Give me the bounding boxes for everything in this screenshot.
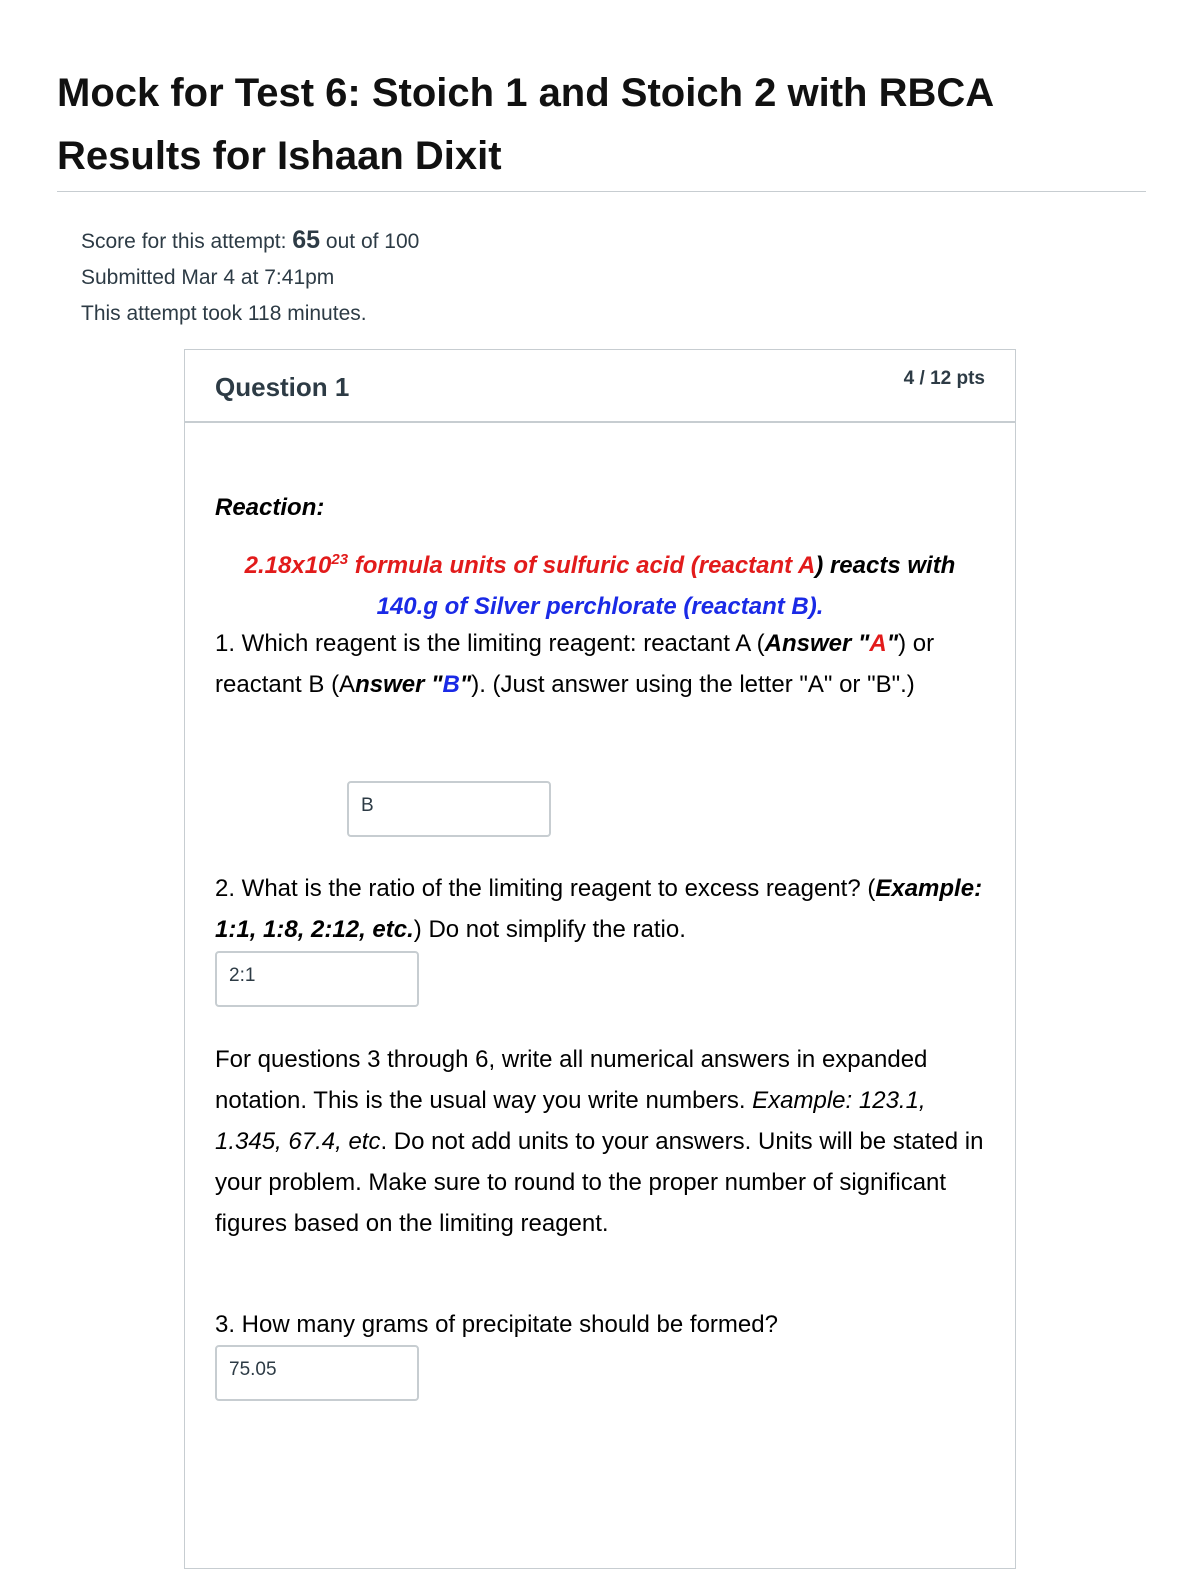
- numeric-instructions: For questions 3 through 6, write all numerical answers in expanded notation. This is the usual way you write numbers. Example: 123.1, 1.345, 67.4, etc. Do not add units to your answers. Units will be stated in your problem. Make sure to round to the proper number of significant figures based on the limiting reagent.: [215, 1046, 984, 1237]
- q1-text: 1. Which reagent is the limiting reagent: reactant A (Answer "A") or reactant B (Answer "B"). (Just answer using the letter "A" or "B".): [215, 630, 935, 698]
- title-divider: [57, 191, 1146, 192]
- question-header: [185, 350, 1015, 423]
- score-label: Score for this attempt:: [81, 230, 287, 253]
- q2-text: 2. What is the ratio of the limiting reagent to excess reagent? (Example: 1:1, 1:8, 2:12, etc.) Do not simplify the ratio.: [215, 875, 983, 943]
- reactant-a-amount: $2.18x10^{23}$ formula units of sulfuric acid (reactant A: [244, 551, 816, 579]
- question-card: [184, 349, 1016, 1569]
- score-suffix: out of 100: [325, 230, 420, 253]
- reaction-label: Reaction:: [215, 494, 325, 521]
- quiz-title: Mock for Test 6: Stoich 1 and Stoich 2 with RBCA: [57, 71, 995, 115]
- reactant-b-amount: 140.g of Silver perchlorate (reactant B).: [376, 593, 824, 620]
- question-points: 4 / 12 pts: [903, 368, 985, 389]
- score-line: [81, 222, 419, 260]
- score-value: 65: [292, 226, 321, 254]
- page-title: [57, 62, 1147, 188]
- q1-answer-input[interactable]: B: [347, 781, 551, 837]
- q3-text: 3. How many grams of precipitate should be formed?: [215, 1311, 778, 1338]
- reaction-statement: $2.18x10^{23}$ formula units of sulfuric acid (reactant A) reacts with 140.g of Silver perchlorate (reactant B).: [244, 551, 956, 620]
- reacts-with-text: reacts with: [823, 552, 956, 579]
- attempt-duration: This attempt took 118 minutes.: [81, 302, 367, 325]
- q3-answer-input[interactable]: 75.05: [215, 1345, 419, 1401]
- q2-answer-input[interactable]: 2:1: [215, 951, 419, 1007]
- submitted-time: Submitted Mar 4 at 7:41pm: [81, 266, 335, 289]
- results-title: Results for Ishaan Dixit: [57, 134, 502, 178]
- question-title: Question 1: [215, 372, 350, 402]
- attempt-summary: [81, 222, 419, 332]
